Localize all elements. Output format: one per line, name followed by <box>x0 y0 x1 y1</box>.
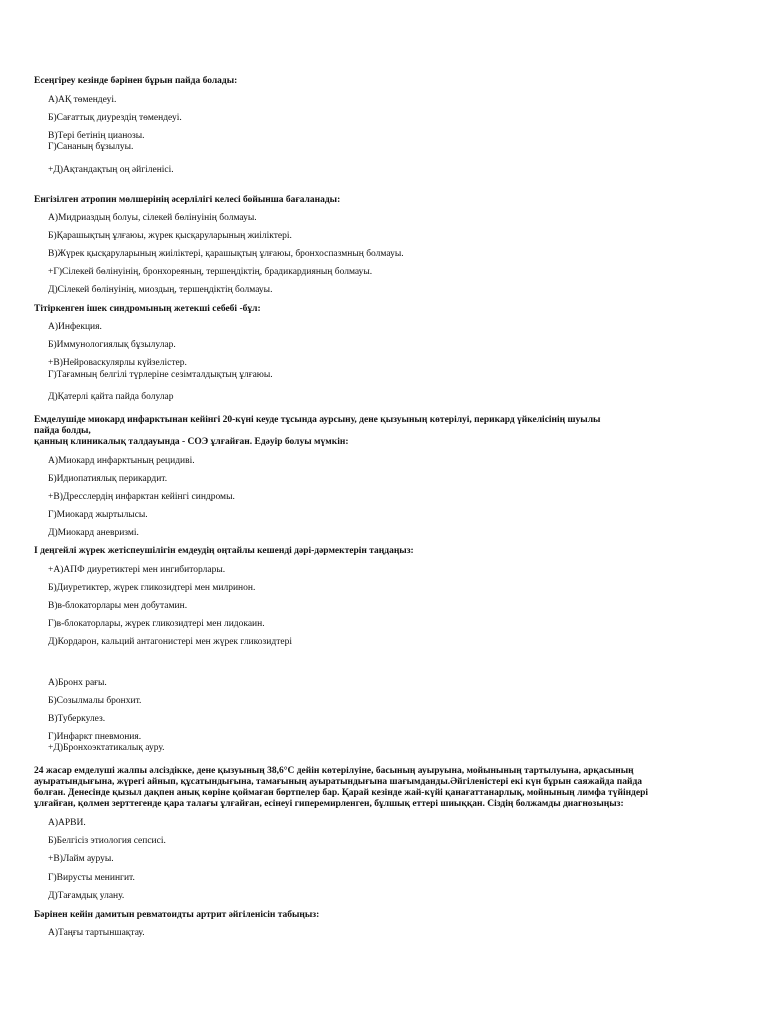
answer-option-correct: +В)Нейроваскулярлы күйзелістер. <box>48 358 187 368</box>
answer-option: Г)Сананың бұзылуы. <box>48 142 134 152</box>
question-line: І деңгейлі жүрек жетіспеушілігін емдеудің оңтайлы кешенді дәрі-дәрмектерін таңдаңыз: <box>34 546 414 556</box>
question-5-text <box>34 546 414 557</box>
answer-option: Д)Тағамдық улану. <box>48 891 125 901</box>
answer-option: А)АҚ төмендеуі. <box>48 95 117 105</box>
answer-option-correct: +Д)Бронхоэктатикалық ауру. <box>48 743 165 753</box>
question-line: Енгізілген атропин мөлшерінің әсерлілігі келесі бойынша бағаланады: <box>34 195 341 205</box>
question-7-text <box>34 766 648 810</box>
answer-option: Б)Созылмалы бронхит. <box>48 696 142 706</box>
question-line: Бәрінен кейін дамитын ревматоидты артрит әйгіленісін табыңыз: <box>34 910 320 920</box>
answer-option-correct: +В)Дресслердің инфарктан кейінгі синдромы. <box>48 492 235 502</box>
question-line: Емделушіде миокард инфарктынан кейінгі 20-күні кеуде тұсында аурсыну, дене қызуының көтерілуі, перикард үйкелісінің шуылы <box>34 415 601 425</box>
answer-option: Б)Қарашықтың ұлғаюы, жүрек қысқаруларының жиіліктері. <box>48 231 292 241</box>
answer-option: Г)в-блокаторлары, жүрек гликозидтері мен лидокаин. <box>48 619 265 629</box>
answer-option: А)Таңғы тартыншақтау. <box>48 928 145 938</box>
answer-option-correct: +В)Лайм ауруы. <box>48 854 114 864</box>
answer-option: Д)Миокард аневризмі. <box>48 528 139 538</box>
answer-option: В)Тері бетінің цианозы. <box>48 131 145 141</box>
question-line: қанның клиникалық талдауында - СОЭ ұлғайған. Едәуір болуы мүмкін: <box>34 437 349 447</box>
answer-option: Г)Миокард жыртылысы. <box>48 510 148 520</box>
answer-option: А)Инфекция. <box>48 322 102 332</box>
answer-option: Б)Диуретиктер, жүрек гликозидтері мен милринон. <box>48 583 256 593</box>
answer-option: Д)Қатерлі қайта пайда болулар <box>48 392 174 402</box>
question-line: болған. Денесінде қызыл дақпен анық көріне қоймаған бөртпелер бар. Қарай кезінде жай-күйі қанағаттанарлық, мойнының лимфа түйіндері <box>34 788 649 798</box>
answer-option: Д)Сілекей бөлінуінің, миоздың, тершеңдіктің болмауы. <box>48 285 273 295</box>
answer-option: А)Мидриаздың болуы, сілекей бөлінуінің болмауы. <box>48 213 257 223</box>
answer-option: Б)Сағаттық диурездің төмендеуі. <box>48 113 182 123</box>
answer-option: Б)Идиопатиялық перикардит. <box>48 474 168 484</box>
answer-option: Б)Иммунологиялық бұзылулар. <box>48 340 176 350</box>
answer-option: А)Миокард инфарктының рецидиві. <box>48 456 195 466</box>
answer-option: Б)Белгісіз этиология сепсисі. <box>48 836 166 846</box>
question-8-text <box>34 910 319 921</box>
answer-option: А)АРВИ. <box>48 818 86 828</box>
answer-option: Г)Вирусты менингит. <box>48 873 135 883</box>
question-line: Есеңгіреу кезінде бәрінен бұрын пайда болады: <box>34 76 238 86</box>
answer-option: Г)Инфаркт пневмония. <box>48 732 142 742</box>
answer-option: Д)Кордарон, кальций антагонистері мен жүрек гликозидтері <box>48 637 292 647</box>
question-line: ұлғайған, қолмен зерттегенде қара талағы ұлғайған, есінеуі гиперемирленген, бұлшық еттері шиыққан. Сіздің болжамды диагнозыңыз: <box>34 799 624 809</box>
question-line: ауыратындығына, жүрегі айнып, құсатындығына, тамағының ауыратындығына шағымданды.Әйгіленістері екі күн бұрын саяжайда пайда <box>34 777 642 787</box>
question-line: Тітіркенген ішек синдромының жетекші себебі -бұл: <box>34 304 261 314</box>
answer-option: В)Туберкулез. <box>48 714 106 724</box>
answer-option-correct: +А)АПФ диуретиктері мен ингибиторлары. <box>48 565 226 575</box>
question-3-text <box>34 304 261 315</box>
question-line: пайда болды, <box>34 426 91 436</box>
answer-option-correct: +Д)Ақтандақтың оң әйгіленісі. <box>48 165 174 175</box>
answer-option-correct: +Г)Сілекей бөлінуінің, бронхореяның, тершеңдіктің, брадикардияның болмауы. <box>48 267 373 277</box>
answer-option: Г)Тағамның белгілі түрлеріне сезімталдықтың ұлғаюы. <box>48 370 273 380</box>
answer-option: А)Бронх рағы. <box>48 678 107 688</box>
answer-option: В)Жүрек қысқаруларының жиіліктері, қарашықтың ұлғаюы, бронхоспазмның болмауы. <box>48 249 404 259</box>
answer-option: В)в-блокаторлары мен добутамин. <box>48 601 188 611</box>
question-line: 24 жасар емделуші жалпы әлсіздікке, дене қызуының 38,6°С дейін көтерілуіне, басының ауыруына, мойынының тартылуына, арқасының <box>34 766 634 776</box>
question-1-text <box>34 76 237 87</box>
question-4-text <box>34 415 600 448</box>
question-2-text <box>34 195 340 206</box>
